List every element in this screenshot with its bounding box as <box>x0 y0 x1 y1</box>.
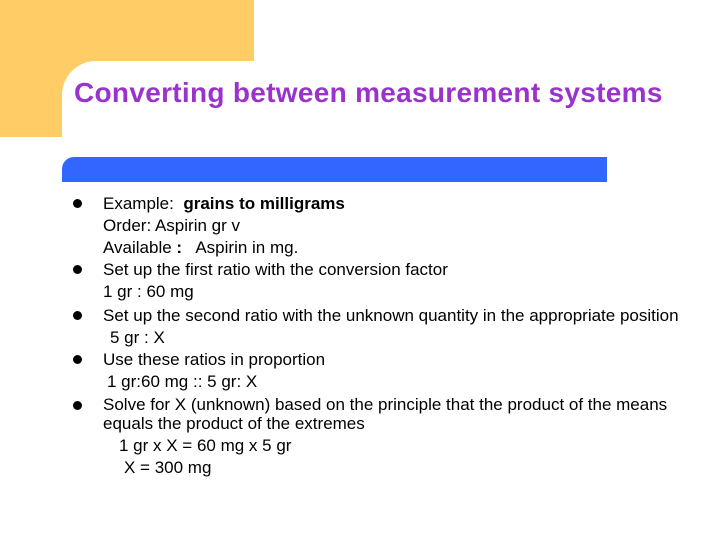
bullet-item-example <box>60 193 710 215</box>
ratio-one-line: 1 gr : 60 mg <box>103 282 194 301</box>
order-line: Order: Aspirin gr v <box>103 216 240 235</box>
available-value: Aspirin in mg. <box>186 238 299 257</box>
slide-title: Converting between measurement systems <box>74 77 663 108</box>
bullet-dot-icon <box>73 311 82 320</box>
bullet-item-solve <box>60 395 710 435</box>
available-line <box>60 237 710 259</box>
bullet-item-proportion <box>60 349 710 371</box>
proportion-line: 1 gr:60 mg :: 5 gr: X <box>107 372 258 391</box>
title-divider-bar <box>62 157 607 182</box>
bullet-text: Set up the first ratio with the conversion factor <box>103 260 448 279</box>
bullet-text: Solve for X (unknown) based on the principle that the product of the means equals the product of the extremes <box>103 395 668 433</box>
available-colon: : <box>176 238 183 257</box>
bullet-item-first-ratio <box>60 259 710 281</box>
equation-line: 1 gr x X = 60 mg x 5 gr <box>119 436 292 455</box>
bullet-dot-icon <box>73 199 82 208</box>
bullet-dot-icon <box>73 355 82 364</box>
bullet-dot-icon <box>73 401 82 410</box>
bullet-text: Use these ratios in proportion <box>103 350 326 369</box>
slide-content <box>60 193 710 479</box>
available-label: Available <box>103 238 172 257</box>
bullet-text: Set up the second ratio with the unknown quantity in the appropriate position <box>103 306 679 325</box>
ratio-two-line: 5 gr : X <box>110 328 165 347</box>
example-label: Example: <box>103 194 174 213</box>
bullet-dot-icon <box>73 265 82 274</box>
example-topic: grains to milligrams <box>183 194 345 213</box>
bullet-item-second-ratio <box>60 305 710 327</box>
answer-line: X = 300 mg <box>124 458 212 477</box>
